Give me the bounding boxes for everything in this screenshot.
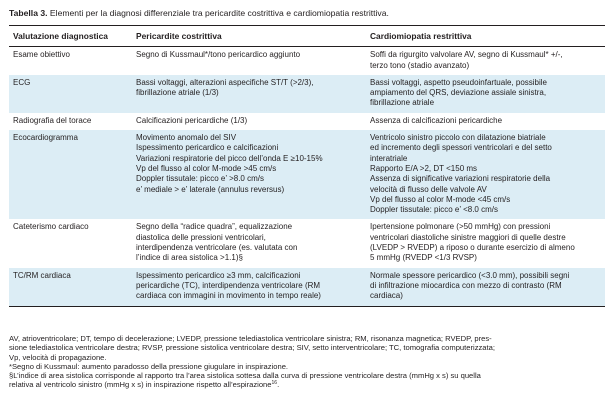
cell-line: velocità di flusso delle valvole AV xyxy=(370,184,487,194)
footnote-line: §L’indice di area sistolica corrisponde al rapporto tra l’area sistolica sottesa dalla curva di pressione ventricolare destra (mmHg x s) su quella xyxy=(9,371,481,381)
table-top-rule xyxy=(9,25,605,26)
cell-restrictive-cardiomyopathy xyxy=(359,219,605,267)
cell-line: Segno di Kussmaul*/tono pericardico aggiunto xyxy=(136,50,301,60)
cell-restrictive-cardiomyopathy xyxy=(359,75,605,113)
reference-number: 16 xyxy=(271,380,278,387)
cell-constrictive-pericarditis xyxy=(127,75,359,113)
cell-restrictive-cardiomyopathy xyxy=(359,113,605,130)
table-label: Tabella 3. xyxy=(9,8,48,18)
cell-line: interdipendenza ventricolare (es. valutata con xyxy=(136,243,298,253)
table-row xyxy=(9,113,605,130)
cell-line: diastolica delle pressioni ventricolari, xyxy=(136,232,266,242)
table-row xyxy=(9,268,605,306)
footnote-line: sione telediastolica ventricolare destra; RVSP, pressione sistolica ventricolare destra; SIV, setto interventricolare; TC, tomografia computerizzata; xyxy=(9,343,495,353)
footnote-line: *Segno di Kussmaul: aumento paradosso della pressione giugulare in inspirazione. xyxy=(9,361,289,371)
cell-line: interatriale xyxy=(370,153,408,163)
cell-line: Assenza di significative variazioni respiratorie della xyxy=(370,174,551,184)
row-label: Ecocardiogramma xyxy=(9,130,127,219)
cell-constrictive-pericarditis xyxy=(127,219,359,267)
cell-line: Bassi voltaggi, aspetto pseudoinfartuale, possibile xyxy=(370,77,547,87)
cell-line: Doppler tissutale: picco e’ >8.0 cm/s xyxy=(136,174,264,184)
cell-restrictive-cardiomyopathy xyxy=(359,268,605,306)
cell-line: Ventricolo sinistro piccolo con dilatazione biatriale xyxy=(370,133,546,143)
cell-line: pericardiche (TC), interdipendenza ventricolare (RM xyxy=(136,280,321,290)
cell-line: ventricolari diastoliche sinistre maggiori di quelle destre xyxy=(370,232,566,242)
cell-line: Rapporto E/A >2, DT <150 ms xyxy=(370,163,478,173)
cell-line: Movimento anomalo del SIV xyxy=(136,133,237,143)
cell-constrictive-pericarditis xyxy=(127,268,359,306)
row-label: ECG xyxy=(9,75,127,113)
table-row xyxy=(9,75,605,113)
table-header-row xyxy=(9,27,605,47)
table-row xyxy=(9,130,605,219)
cell-line: Ipertensione polmonare (>50 mmHg) con pressioni xyxy=(370,222,551,232)
cell-line: Vp del flusso al color M-mode >45 cm/s xyxy=(136,163,277,173)
cell-line: e’ mediale > e’ laterale (annulus reversus) xyxy=(136,184,285,194)
table-row xyxy=(9,47,605,75)
footnote-line: AV, atrioventricolare; DT, tempo di decelerazione; LVEDP, pressione telediastolica ventricolare sinistra; RM, risonanza magnetica; RVEDP, pres- xyxy=(9,334,492,343)
cell-line: Assenza di calcificazioni pericardiche xyxy=(370,115,503,125)
footnote-text: relativa al ventricolo sinistro (mmHg x s) in inspirazione rispetto all’espirazione xyxy=(9,380,272,390)
table-caption-text: Elementi per la diagnosi differenziale tra pericardite costrittiva e cardiomiopatia restrittiva. xyxy=(49,8,389,18)
cell-restrictive-cardiomyopathy xyxy=(359,130,605,219)
cell-line: di infiltrazione miocardica con mezzo di contrasto (RM xyxy=(370,280,562,290)
footnote-line: Vp, velocità di propagazione. xyxy=(9,352,107,362)
cell-line: Vp del flusso al color M-mode <45 cm/s xyxy=(370,194,511,204)
cell-line: 5 mmHg (RVEDP <1/3 RVSP) xyxy=(370,253,477,263)
cell-line: Variazioni respiratorie del picco dell’onda E ≥10-15% xyxy=(136,153,323,163)
cell-constrictive-pericarditis xyxy=(127,47,359,75)
cell-line: Ispessimento pericardico ≥3 mm, calcificazioni xyxy=(136,270,301,280)
row-label: Cateterismo cardiaco xyxy=(13,222,89,232)
row-label: Radiografia del torace xyxy=(13,115,92,125)
cell-line: l’indice di area sistolica >1.1)§ xyxy=(136,253,243,263)
cell-line: cardiaca) xyxy=(370,291,403,301)
cell-constrictive-pericarditis xyxy=(127,130,359,219)
cell-line: Ispessimento pericardico e calcificazioni xyxy=(136,143,279,153)
cell-line: (LVEDP > RVEDP) a riposo o durante esercizio di almeno xyxy=(370,243,575,253)
cell-line: Calcificazioni pericardiche (1/3) xyxy=(136,115,248,125)
cell-line: Bassi voltaggi, alterazioni aspecifiche ST/T (>2/3), xyxy=(136,77,314,87)
header-diagnostic-evaluation: Valutazione diagnostica xyxy=(9,27,127,47)
differential-diagnosis-table xyxy=(9,27,605,307)
cell-line: terzo tono (stadio avanzato) xyxy=(370,60,470,70)
cell-line: Soffi da rigurgito valvolare AV, segno di Kussmaul* +/-, xyxy=(370,50,563,60)
cell-line: ed incremento degli spessori ventricolari e del setto xyxy=(370,143,552,153)
cell-constrictive-pericarditis xyxy=(127,113,359,130)
cell-line: Doppler tissutale: picco e’ <8.0 cm/s xyxy=(370,205,498,215)
cell-line: fibrillazione atriale xyxy=(370,98,435,108)
table-caption xyxy=(9,8,605,19)
header-constrictive-pericarditis: Pericardite costrittiva xyxy=(127,27,359,47)
header-restrictive-cardiomyopathy: Cardiomiopatia restrittiva xyxy=(359,27,605,47)
cell-line: cardiaca con immagini in movimento in tempo reale) xyxy=(136,291,321,301)
footnote-line: relativa al ventricolo sinistro (mmHg x s) in inspirazione rispetto all’espirazione$^{16}$. xyxy=(9,380,280,390)
cell-line: ampiamento del QRS, deviazione assiale sinistra, xyxy=(370,88,547,98)
cell-line: fibrillazione atriale (1/3) xyxy=(136,88,219,98)
row-label: TC/RM cardiaca xyxy=(9,268,127,306)
table-row xyxy=(9,219,605,267)
table-footnotes xyxy=(9,334,605,390)
row-label: Esame obiettivo xyxy=(13,50,70,60)
cell-line: Normale spessore pericardico (<3.0 mm), possibili segni xyxy=(370,270,570,280)
cell-line: Segno della “radice quadra”, equalizzazione xyxy=(136,222,293,232)
cell-restrictive-cardiomyopathy xyxy=(359,47,605,75)
